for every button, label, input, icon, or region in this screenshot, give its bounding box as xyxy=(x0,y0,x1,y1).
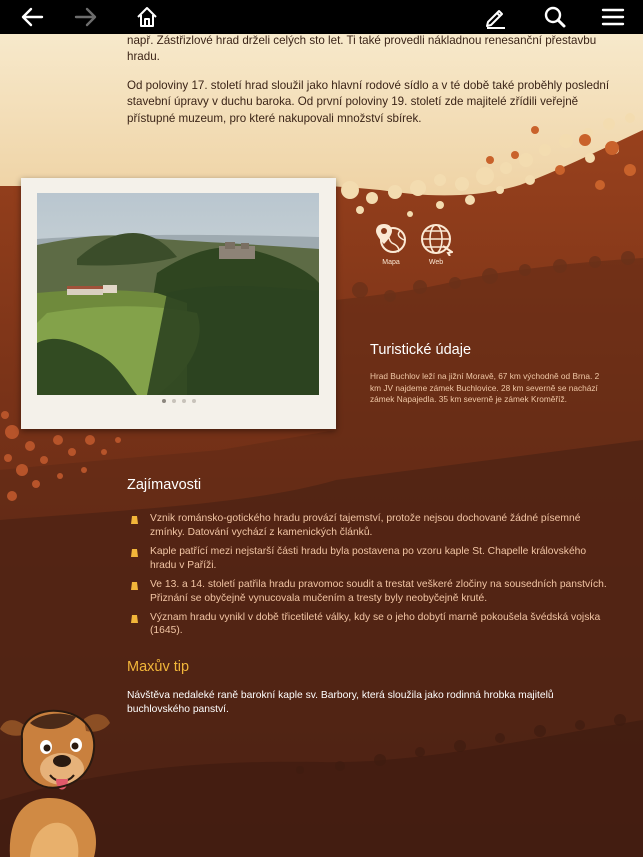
bullet-icon xyxy=(131,615,138,623)
list-item xyxy=(131,578,611,605)
map-pin-globe-icon xyxy=(374,222,408,256)
list-item xyxy=(131,545,611,572)
list-item xyxy=(131,512,611,539)
dog-mascot-illustration xyxy=(0,703,112,857)
home-button[interactable] xyxy=(127,0,167,34)
gallery-dot[interactable] xyxy=(172,399,176,403)
castle-landscape-image xyxy=(37,193,319,395)
gallery-dot[interactable] xyxy=(162,399,166,403)
list-item-text: Vznik románsko-gotického hradu provází tajemství, protože nejsou dochované žádné písemné zmínky. Datování vychází z kamenických článků. xyxy=(150,513,581,538)
tip-text: Návštěva nedaleké raně barokní kaple sv. Barbory, která sloužila jako rodinná hrobka majitelů buchlovského panství. xyxy=(127,690,554,715)
gallery-dot[interactable] xyxy=(182,399,186,403)
forward-button[interactable] xyxy=(66,0,106,34)
article-text xyxy=(127,33,617,137)
interesting-facts-title: Zajímavosti xyxy=(127,477,202,493)
top-toolbar xyxy=(0,0,643,34)
bullet-icon xyxy=(131,549,138,557)
menu-icon xyxy=(601,7,625,27)
tip-title: Maxův tip xyxy=(127,659,190,675)
tourist-info-text: Hrad Buchlov leží na jižní Moravě, 67 km východně od Brna. 2 km JV najdeme zámek Buchlovice. 28 km severně se nachází zámek Napajedla. 35 km severně je zámek Kroměříž. xyxy=(370,371,600,404)
bullet-icon xyxy=(131,582,138,590)
web-link[interactable] xyxy=(418,222,454,266)
back-button[interactable] xyxy=(12,0,52,34)
search-button[interactable] xyxy=(535,0,575,34)
gallery-pagination xyxy=(21,399,336,403)
globe-icon xyxy=(419,222,453,256)
list-item-text: Ve 13. a 14. století patřila hradu pravomoc soudit a trestat veškeré zločiny na sousedních panstvích. Přiznání se obyčejně vynucovala mučením a tresty byly neobyčejně kruté. xyxy=(150,578,607,604)
edit-icon xyxy=(484,5,508,29)
list-item xyxy=(131,611,611,638)
tourist-info-title: Turistické údaje xyxy=(370,342,472,358)
home-icon xyxy=(135,5,159,29)
gallery-dot[interactable] xyxy=(192,399,196,403)
forward-arrow-icon xyxy=(74,7,98,27)
back-arrow-icon xyxy=(20,7,44,27)
map-link-label: Mapa xyxy=(382,259,400,266)
map-link[interactable] xyxy=(373,222,409,266)
list-item-text: Význam hradu vynikl v době třicetileté války, kdy se o jeho dobytí marně pokoušela švédská vojska (1645). xyxy=(150,611,601,637)
article-paragraph: Od poloviny 17. století hrad sloužil jako hlavní rodové sídlo a v té době také proběhly poslední stavební úpravy v duchu baroka. Od první poloviny 19. století zde majitelé zřídili veřejně přístupné muzeum, pro které nakupovali množství sbírek. xyxy=(127,78,610,125)
list-item-text: Kaple patřící mezi nejstarší části hradu byla postavena po vzoru kaple St. Chapelle královského hradu v Paříži. xyxy=(150,545,587,571)
search-icon xyxy=(543,5,567,29)
article-paragraph: např. Zástřizlové hrad drželi celých sto let. Ti také provedli nákladnou renesanční přestavbu hradu. xyxy=(127,34,597,64)
bullet-icon xyxy=(131,516,138,524)
web-link-label: Web xyxy=(428,259,444,266)
castle-photo[interactable] xyxy=(37,193,319,395)
interesting-facts-list xyxy=(131,512,611,644)
menu-button[interactable] xyxy=(593,0,633,34)
edit-button[interactable] xyxy=(476,0,516,34)
photo-gallery-card[interactable] xyxy=(21,178,336,429)
